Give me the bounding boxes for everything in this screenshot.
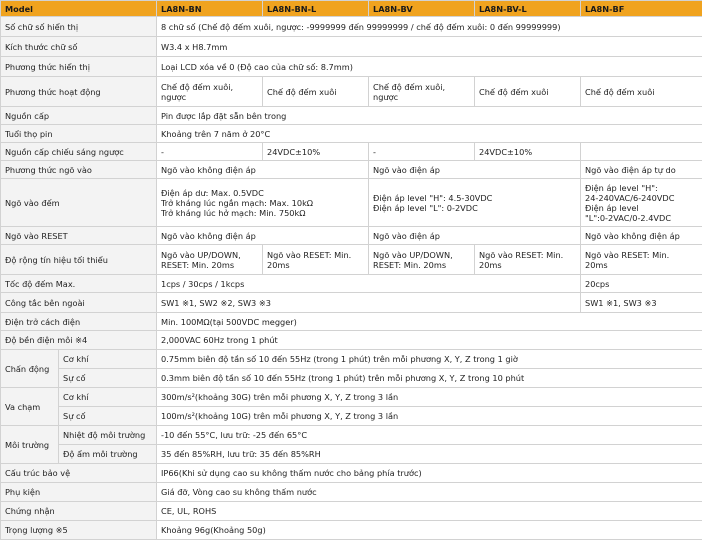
header-col-5: LA8N-BF — [581, 1, 702, 17]
row-accessory — [1, 483, 702, 502]
row-input — [1, 161, 702, 179]
row-value: 35 đến 85%RH, lưu trữ: 35 đến 85%RH — [157, 445, 702, 464]
row-value: W3.4 x H8.7mm — [157, 37, 702, 57]
row-label: Ngõ vào đếm — [1, 179, 157, 227]
row-label: Độ rộng tín hiệu tối thiểu — [1, 245, 157, 275]
row-operation — [1, 77, 702, 107]
cell-col-3: Chế độ đếm xuôi, ngược — [369, 77, 475, 107]
row-label: Nguồn cấp — [1, 107, 157, 125]
cell-col-1-2: Điện áp dư: Max. 0.5VDC Trở kháng lúc ngắn mạch: Max. 10kΩ Trở kháng lúc hở mạch: Min. 750kΩ — [157, 179, 369, 227]
cell-col-5: Chế độ đếm xuôi — [581, 77, 702, 107]
row-value: Min. 100MΩ(tại 500VDC megger) — [157, 313, 702, 331]
row-value: Pin được lắp đặt sẵn bên trong — [157, 107, 702, 125]
row-power — [1, 107, 702, 125]
row-min-signal — [1, 245, 702, 275]
header-col-1: LA8N-BN — [157, 1, 263, 17]
row-value: 0.3mm biên độ tần số 10 đến 55Hz (trong 1 phút) trên mỗi phương X, Y, Z trong 10 phút — [157, 369, 702, 388]
sub-label: Nhiệt độ môi trường — [59, 426, 157, 445]
row-value: 100m/s²(khoảng 10G) trên mỗi phương X, Y, Z trong 3 lần — [157, 407, 702, 426]
row-label: Tuổi thọ pin — [1, 125, 157, 143]
row-insulation — [1, 313, 702, 331]
cell-col-5 — [581, 143, 702, 161]
row-shock-mech — [1, 388, 702, 407]
header-row — [1, 1, 702, 17]
sub-label: Sự cố — [59, 407, 157, 426]
row-env-humidity — [1, 445, 702, 464]
cell-col-1-4: 1cps / 30cps / 1kcps — [157, 275, 581, 293]
cell-col-3-4: Điện áp level "H": 4.5-30VDC Điện áp level "L": 0-2VDC — [369, 179, 581, 227]
row-protection — [1, 464, 702, 483]
row-label: Cấu trúc bảo vệ — [1, 464, 157, 483]
row-value: Loại LCD xóa về 0 (Độ cao của chữ số: 8.7mm) — [157, 57, 702, 77]
row-switch — [1, 293, 702, 313]
cell-col-1: Ngõ vào UP/DOWN, RESET: Min. 20ms — [157, 245, 263, 275]
row-shock-fault — [1, 407, 702, 426]
row-label: Số chữ số hiển thị — [1, 17, 157, 37]
header-model: Model — [1, 1, 157, 17]
row-label: Kích thước chữ số — [1, 37, 157, 57]
sub-label: Sự cố — [59, 369, 157, 388]
row-value: 0.75mm biên độ tần số 10 đến 55Hz (trong 1 phút) trên mỗi phương X, Y, Z trong 1 giờ — [157, 350, 702, 369]
row-label: Phương thức hoạt động — [1, 77, 157, 107]
row-label: Công tắc bên ngoài — [1, 293, 157, 313]
cell-col-1-4: SW1 ※1, SW2 ※2, SW3 ※3 — [157, 293, 581, 313]
row-value: IP66(Khi sử dụng cao su không thấm nước cho bảng phía trước) — [157, 464, 702, 483]
cell-col-1: - — [157, 143, 263, 161]
cell-col-4: Ngõ vào RESET: Min. 20ms — [475, 245, 581, 275]
cell-col-1-2: Ngõ vào không điện áp — [157, 161, 369, 179]
row-value: 8 chữ số (Chế độ đếm xuôi, ngược: -9999999 đến 99999999 / chế độ đếm xuôi: 0 đến 99999999) — [157, 17, 702, 37]
row-label: Chứng nhận — [1, 502, 157, 521]
row-label: Tốc độ đếm Max. — [1, 275, 157, 293]
row-approval — [1, 502, 702, 521]
row-reset-input — [1, 227, 702, 245]
header-col-2: LA8N-BN-L — [263, 1, 369, 17]
group-label: Va chạm — [1, 388, 59, 426]
cell-col-5: Ngõ vào RESET: Min. 20ms — [581, 245, 702, 275]
row-value: Khoảng 96g(Khoảng 50g) — [157, 521, 702, 540]
cell-col-3-4: Ngõ vào điện áp — [369, 227, 581, 245]
row-count-input — [1, 179, 702, 227]
row-display — [1, 57, 702, 77]
cell-col-3: - — [369, 143, 475, 161]
row-value: 2,000VAC 60Hz trong 1 phút — [157, 331, 702, 350]
group-label: Môi trường — [1, 426, 59, 464]
cell-col-2: Ngõ vào RESET: Min. 20ms — [263, 245, 369, 275]
group-label: Chấn động — [1, 350, 59, 388]
cell-col-2: Chế độ đếm xuôi — [263, 77, 369, 107]
cell-col-3-4: Ngõ vào điện áp — [369, 161, 581, 179]
row-max-speed — [1, 275, 702, 293]
cell-col-5: Điện áp level "H": 24-240VAC/6-240VDC Điện áp level "L":0-2VAC/0-2.4VDC — [581, 179, 702, 227]
cell-col-3: Ngõ vào UP/DOWN, RESET: Min. 20ms — [369, 245, 475, 275]
header-col-4: LA8N-BV-L — [475, 1, 581, 17]
row-env-temp — [1, 426, 702, 445]
row-value: 300m/s²(khoảng 30G) trên mỗi phương X, Y, Z trong 3 lần — [157, 388, 702, 407]
sub-label: Độ ẩm môi trường — [59, 445, 157, 464]
row-label: Điện trở cách điện — [1, 313, 157, 331]
row-value: Khoảng trên 7 năm ở 20°C — [157, 125, 702, 143]
row-backlight — [1, 143, 702, 161]
row-value: -10 đến 55°C, lưu trữ: -25 đến 65°C — [157, 426, 702, 445]
row-weight — [1, 521, 702, 540]
row-size — [1, 37, 702, 57]
sub-label: Cơ khí — [59, 388, 157, 407]
row-dielectric — [1, 331, 702, 350]
row-label: Phương thức ngõ vào — [1, 161, 157, 179]
cell-col-5: SW1 ※1, SW3 ※3 — [581, 293, 702, 313]
row-value: CE, UL, ROHS — [157, 502, 702, 521]
row-label: Phương thức hiển thị — [1, 57, 157, 77]
header-col-3: LA8N-BV — [369, 1, 475, 17]
row-value: Giá đỡ, Vòng cao su không thấm nước — [157, 483, 702, 502]
cell-col-1: Chế độ đếm xuôi, ngược — [157, 77, 263, 107]
cell-col-4: 24VDC±10% — [475, 143, 581, 161]
cell-col-1-2: Ngõ vào không điện áp — [157, 227, 369, 245]
row-label: Nguồn cấp chiếu sáng ngược — [1, 143, 157, 161]
row-label: Độ bền điện môi ※4 — [1, 331, 157, 350]
row-vibration-mech — [1, 350, 702, 369]
cell-col-5: 20cps — [581, 275, 702, 293]
cell-col-2: 24VDC±10% — [263, 143, 369, 161]
cell-col-5: Ngõ vào điện áp tự do — [581, 161, 702, 179]
row-vibration-fault — [1, 369, 702, 388]
row-battery — [1, 125, 702, 143]
row-digits — [1, 17, 702, 37]
cell-col-4: Chế độ đếm xuôi — [475, 77, 581, 107]
row-label: Ngõ vào RESET — [1, 227, 157, 245]
sub-label: Cơ khí — [59, 350, 157, 369]
cell-col-5: Ngõ vào không điện áp — [581, 227, 702, 245]
row-label: Phụ kiện — [1, 483, 157, 502]
row-label: Trọng lượng ※5 — [1, 521, 157, 540]
